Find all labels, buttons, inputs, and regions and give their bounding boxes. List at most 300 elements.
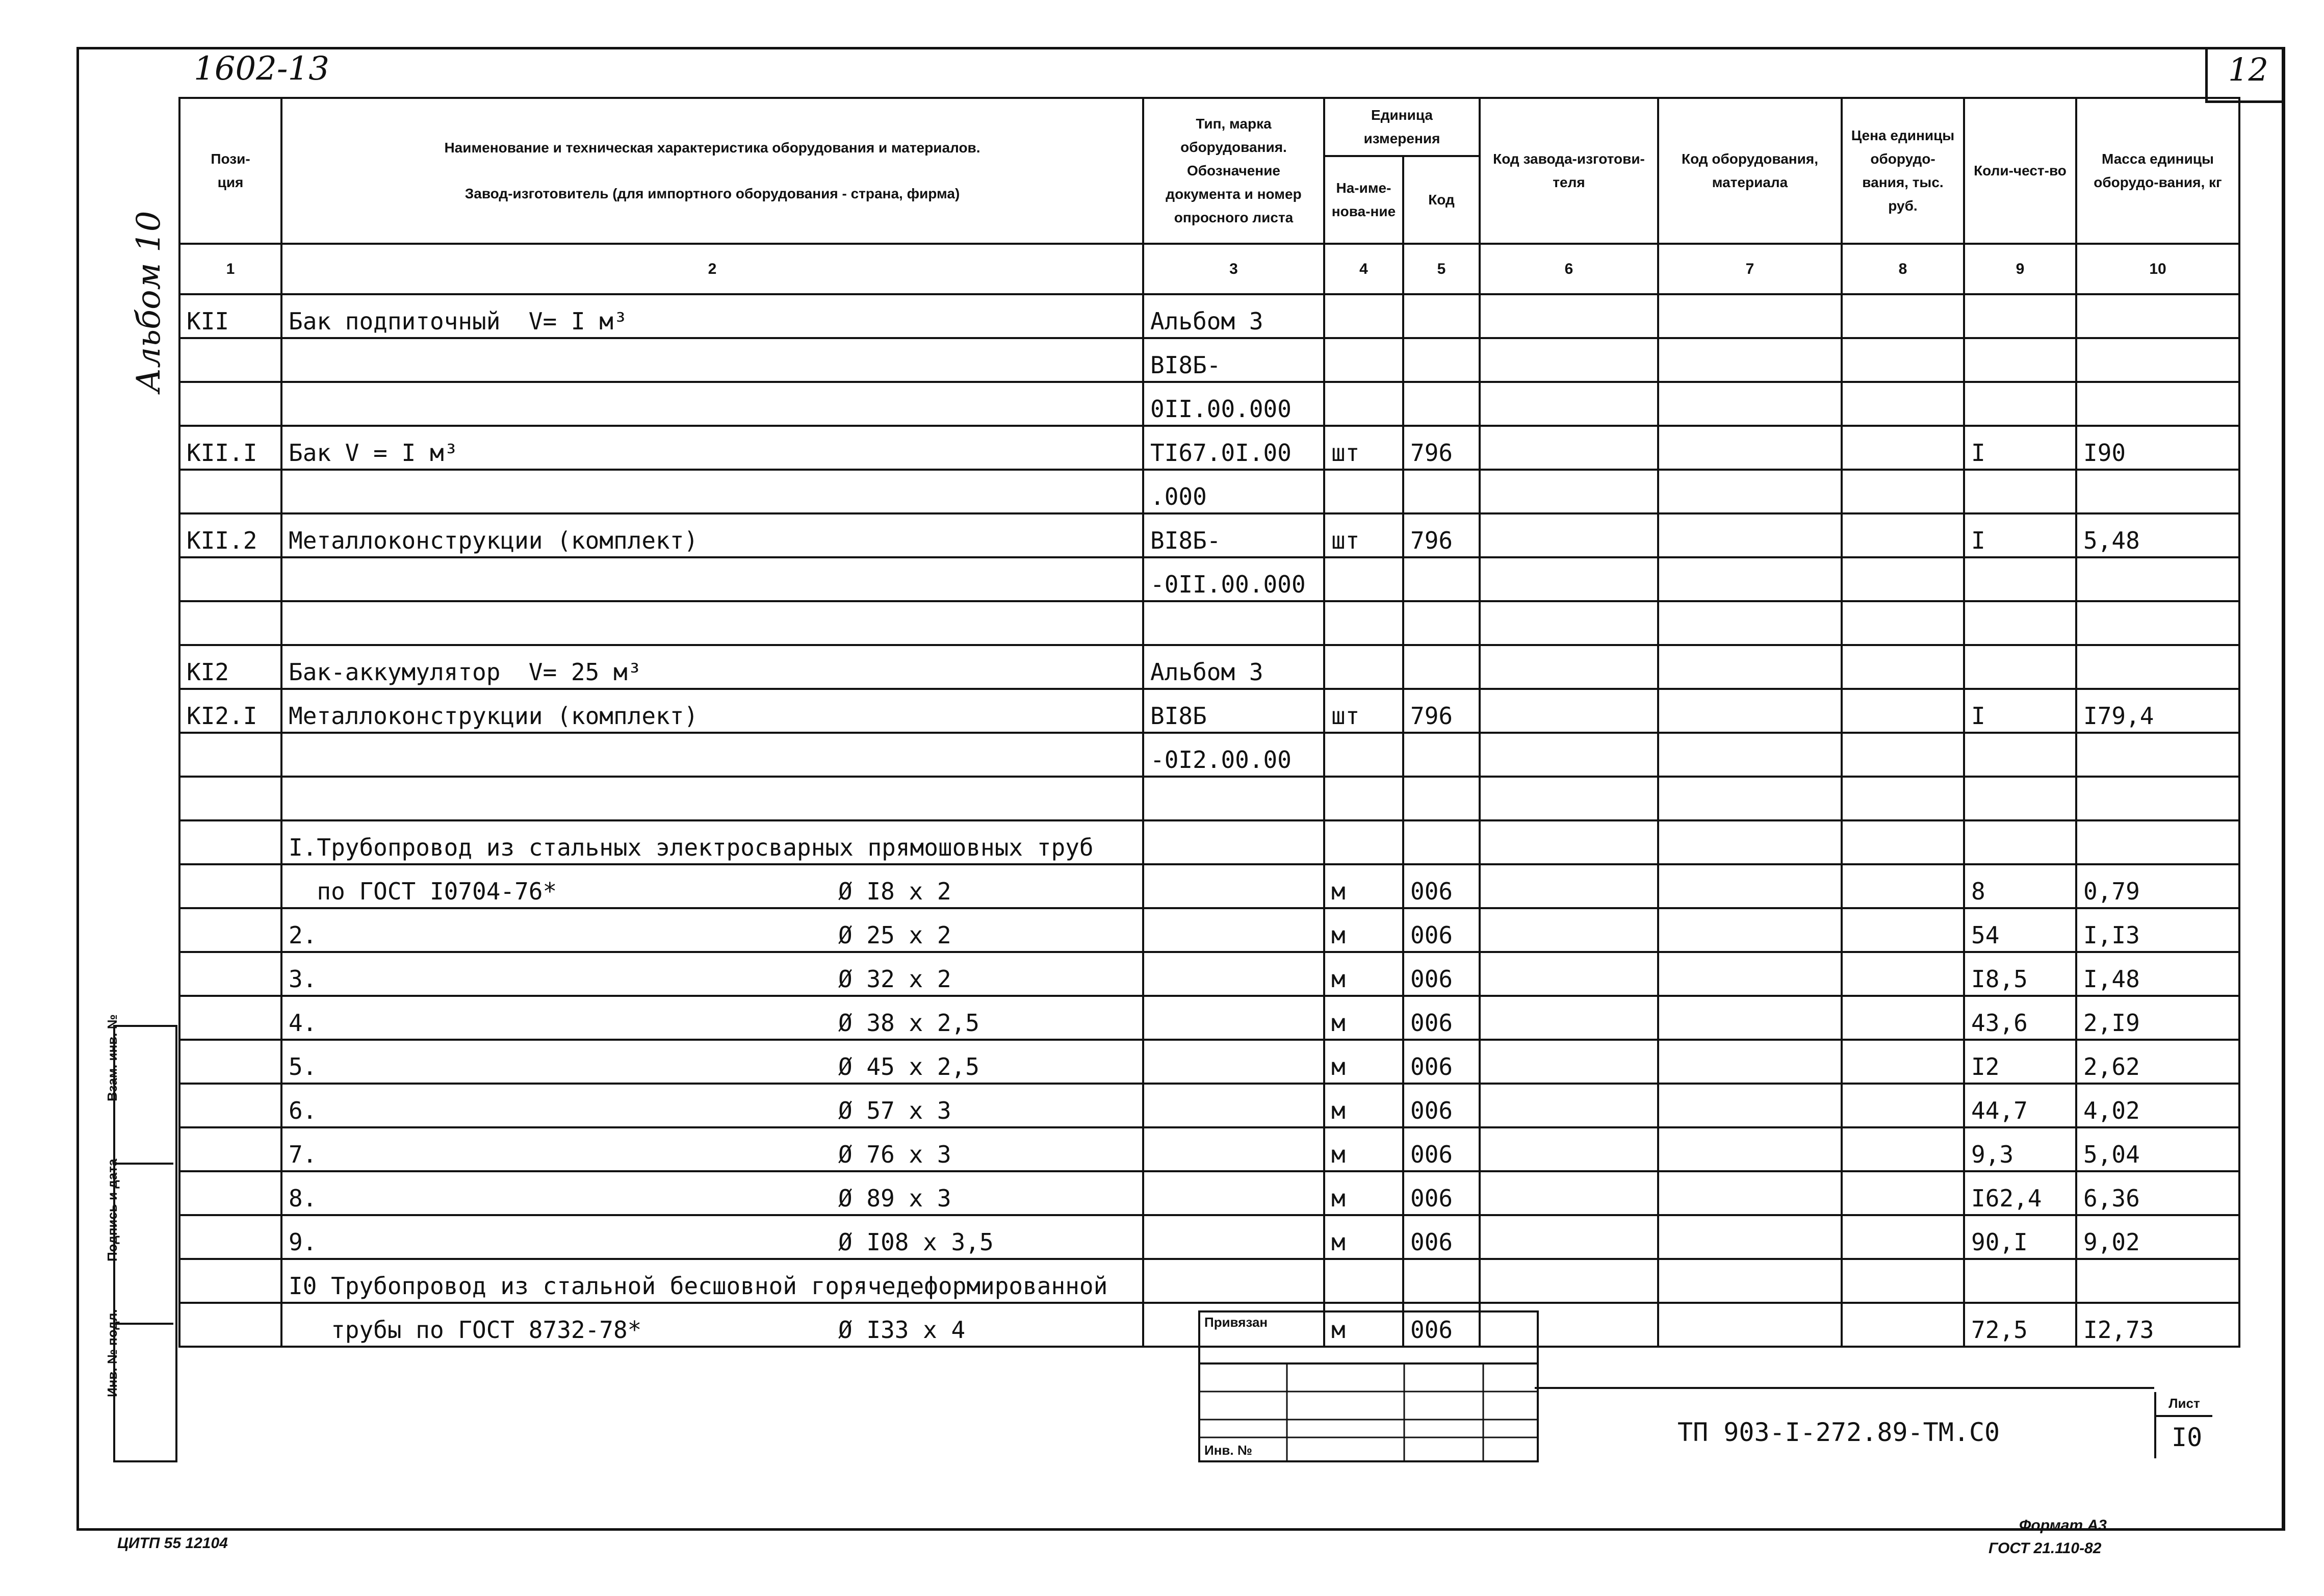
type-value: -0I2.00.00 [1150, 746, 1292, 774]
type-cell [1143, 1127, 1324, 1171]
table-row [179, 1171, 2239, 1215]
price-cell [1842, 996, 1964, 1040]
mass-value: I79,4 [2083, 702, 2154, 730]
pipe-size: Ø I8 x 2 [838, 878, 951, 905]
side-label-replacement: Взам. инв. № [105, 1014, 120, 1101]
unit-code-cell [1403, 470, 1480, 513]
quantity-cell [1964, 1127, 2076, 1171]
position-cell [179, 952, 281, 996]
item-name: Металлоконструкции (комплект) [289, 702, 699, 730]
position-cell [179, 777, 281, 820]
mass-value: 4,02 [2083, 1097, 2140, 1124]
header-unit-name: На-име-нова-ние [1324, 156, 1403, 244]
unit-code-cell [1403, 557, 1480, 601]
table-row [179, 1127, 2239, 1171]
table-row [179, 557, 2239, 601]
type-value: BI8Б [1150, 702, 1207, 730]
type-value: Альбом 3 [1150, 658, 1263, 686]
type-cell [1143, 908, 1324, 952]
name-cell [281, 820, 1143, 864]
quantity-cell [1964, 1215, 2076, 1259]
corner-page-box [2205, 47, 2282, 103]
name-cell [281, 470, 1143, 513]
specification-rows [179, 294, 2239, 1347]
document-number: ТП 903-I-272.89-ТМ.С0 [1677, 1418, 2000, 1447]
table-row [179, 426, 2239, 470]
maker-code-cell [1480, 338, 1658, 382]
handwritten-doc-number: 1602-13 [194, 50, 329, 88]
corner-page-number: 12 [2228, 51, 2268, 88]
type-cell [1143, 513, 1324, 557]
unit-code-cell [1403, 513, 1480, 557]
column-number: 1 [179, 244, 281, 294]
maker-code-cell [1480, 820, 1658, 864]
mass-value: I90 [2083, 439, 2126, 467]
type-value: .000 [1150, 483, 1207, 510]
unit-name-cell [1324, 1259, 1403, 1303]
equipment-code-cell [1658, 777, 1842, 820]
pipe-size: Ø I33 x 4 [838, 1316, 966, 1344]
unit-name-cell [1324, 338, 1403, 382]
price-cell [1842, 382, 1964, 426]
name-cell [281, 908, 1143, 952]
name-cell [281, 777, 1143, 820]
equipment-code-cell [1658, 908, 1842, 952]
pipe-size: Ø 76 x 3 [838, 1141, 951, 1168]
mass-value: I2,73 [2083, 1316, 2154, 1344]
title-block-line [1535, 1387, 2154, 1389]
unit-code-cell [1403, 952, 1480, 996]
side-cell-signature [105, 1159, 173, 1325]
name-cell [281, 1040, 1143, 1084]
mass-cell [2076, 1303, 2239, 1347]
maker-code-cell [1480, 908, 1658, 952]
quantity-cell [1964, 908, 2076, 952]
name-cell [281, 1215, 1143, 1259]
quantity-value: I8,5 [1971, 965, 2028, 993]
unit-code-cell [1403, 820, 1480, 864]
position-value: КI2.I [187, 702, 257, 730]
position-value: КII.I [187, 439, 257, 467]
price-cell [1842, 426, 1964, 470]
unit-name-cell [1324, 513, 1403, 557]
name-cell [281, 294, 1143, 338]
name-cell [281, 864, 1143, 908]
table-row [179, 513, 2239, 557]
unit-name-cell [1324, 908, 1403, 952]
unit-code-value: 796 [1410, 527, 1453, 554]
table-row [179, 294, 2239, 338]
item-name: 9. [289, 1228, 317, 1256]
price-cell [1842, 733, 1964, 777]
unit-name-cell [1324, 952, 1403, 996]
price-cell [1842, 820, 1964, 864]
position-cell [179, 294, 281, 338]
position-cell [179, 513, 281, 557]
quantity-cell [1964, 996, 2076, 1040]
table-row [179, 733, 2239, 777]
name-cell [281, 338, 1143, 382]
unit-name-value: м [1331, 1141, 1346, 1168]
tied-label: Привязан [1204, 1315, 1268, 1330]
header-maker-code: Код завода-изготови-теля [1480, 98, 1658, 244]
position-cell [179, 601, 281, 645]
name-cell [281, 689, 1143, 733]
price-cell [1842, 1303, 1964, 1347]
quantity-cell [1964, 338, 2076, 382]
footer-left-code: ЦИТП 55 12104 [117, 1535, 228, 1552]
table-row [179, 601, 2239, 645]
maker-code-cell [1480, 601, 1658, 645]
price-cell [1842, 1084, 1964, 1127]
quantity-cell [1964, 1171, 2076, 1215]
price-cell [1842, 689, 1964, 733]
equipment-code-cell [1658, 294, 1842, 338]
position-value: КII [187, 307, 229, 335]
maker-code-cell [1480, 777, 1658, 820]
unit-code-cell [1403, 733, 1480, 777]
item-name: 5. [289, 1053, 317, 1080]
position-value: КI2 [187, 658, 229, 686]
unit-code-cell [1403, 338, 1480, 382]
type-cell [1143, 777, 1324, 820]
equipment-code-cell [1658, 996, 1842, 1040]
price-cell [1842, 294, 1964, 338]
pipe-size: Ø 32 x 2 [838, 965, 951, 993]
column-number: 8 [1842, 244, 1964, 294]
unit-code-value: 006 [1410, 1053, 1453, 1080]
price-cell [1842, 908, 1964, 952]
unit-name-value: шт [1331, 439, 1360, 467]
type-cell [1143, 1259, 1324, 1303]
unit-code-value: 006 [1410, 1228, 1453, 1256]
position-cell [179, 557, 281, 601]
item-name: 6. [289, 1097, 317, 1124]
item-name: 2. [289, 921, 317, 949]
header-unit-code: Код [1403, 156, 1480, 244]
price-cell [1842, 601, 1964, 645]
mass-cell [2076, 601, 2239, 645]
equipment-code-cell [1658, 1084, 1842, 1127]
column-number: 2 [281, 244, 1143, 294]
unit-code-value: 006 [1410, 1316, 1453, 1344]
position-cell [179, 1259, 281, 1303]
quantity-cell [1964, 777, 2076, 820]
unit-code-cell [1403, 1040, 1480, 1084]
quantity-value: I2 [1971, 1053, 2000, 1080]
table-row [179, 820, 2239, 864]
name-cell [281, 645, 1143, 689]
maker-code-cell [1480, 382, 1658, 426]
quantity-cell [1964, 382, 2076, 426]
maker-code-cell [1480, 733, 1658, 777]
position-cell [179, 470, 281, 513]
maker-code-cell [1480, 294, 1658, 338]
quantity-value: 8 [1971, 878, 1985, 905]
equipment-code-cell [1658, 513, 1842, 557]
name-cell [281, 996, 1143, 1040]
price-cell [1842, 777, 1964, 820]
header-mass: Масса единицы оборудо-вания, кг [2076, 98, 2239, 244]
type-cell [1143, 1171, 1324, 1215]
type-value: TI67.0I.00 [1150, 439, 1292, 467]
mass-value: 9,02 [2083, 1228, 2140, 1256]
sheet-label: Лист [2156, 1392, 2212, 1417]
unit-code-value: 006 [1410, 965, 1453, 993]
maker-code-cell [1480, 952, 1658, 996]
column-number: 7 [1658, 244, 1842, 294]
equipment-code-cell [1658, 338, 1842, 382]
quantity-cell [1964, 601, 2076, 645]
item-name: I.Трубопровод из стальных электросварных прямошовных труб [289, 834, 1094, 861]
type-cell [1143, 820, 1324, 864]
mass-cell [2076, 1259, 2239, 1303]
item-name: 4. [289, 1009, 317, 1037]
position-value: КII.2 [187, 527, 257, 554]
price-cell [1842, 1040, 1964, 1084]
quantity-cell [1964, 1259, 2076, 1303]
side-stamp-strip [105, 1014, 177, 1462]
column-number: 6 [1480, 244, 1658, 294]
mass-cell [2076, 689, 2239, 733]
position-cell [179, 1303, 281, 1347]
quantity-value: 44,7 [1971, 1097, 2028, 1124]
price-cell [1842, 1215, 1964, 1259]
name-cell [281, 601, 1143, 645]
mass-value: 0,79 [2083, 878, 2140, 905]
mass-cell [2076, 733, 2239, 777]
unit-name-value: шт [1331, 702, 1360, 730]
maker-code-cell [1480, 513, 1658, 557]
table-row [179, 952, 2239, 996]
item-name: 8. [289, 1185, 317, 1212]
mass-value: 2,I9 [2083, 1009, 2140, 1037]
table-row [179, 1084, 2239, 1127]
equipment-code-cell [1658, 426, 1842, 470]
unit-name-cell [1324, 294, 1403, 338]
price-cell [1842, 1171, 1964, 1215]
quantity-cell [1964, 513, 2076, 557]
price-cell [1842, 645, 1964, 689]
price-cell [1842, 470, 1964, 513]
type-cell [1143, 601, 1324, 645]
unit-code-cell [1403, 1127, 1480, 1171]
position-cell [179, 820, 281, 864]
unit-name-value: шт [1331, 527, 1360, 554]
price-cell [1842, 952, 1964, 996]
type-cell [1143, 864, 1324, 908]
equipment-code-cell [1658, 689, 1842, 733]
maker-code-cell [1480, 1259, 1658, 1303]
name-cell [281, 557, 1143, 601]
unit-code-value: 006 [1410, 921, 1453, 949]
unit-code-cell [1403, 294, 1480, 338]
table-row [179, 382, 2239, 426]
quantity-cell [1964, 470, 2076, 513]
unit-code-cell [1403, 1259, 1480, 1303]
name-cell [281, 382, 1143, 426]
item-name: Бак подпиточный V= I м³ [289, 307, 628, 335]
footer-gost: ГОСТ 21.110-82 [1989, 1540, 2102, 1557]
sheet-box [2154, 1392, 2212, 1458]
mass-cell [2076, 1127, 2239, 1171]
mass-cell [2076, 1084, 2239, 1127]
price-cell [1842, 513, 1964, 557]
unit-name-cell [1324, 601, 1403, 645]
name-cell [281, 1259, 1143, 1303]
position-cell [179, 733, 281, 777]
mass-cell [2076, 382, 2239, 426]
unit-code-cell [1403, 645, 1480, 689]
unit-code-cell [1403, 601, 1480, 645]
item-name: 7. [289, 1141, 317, 1168]
table-row [179, 1259, 2239, 1303]
type-cell [1143, 1215, 1324, 1259]
type-cell [1143, 382, 1324, 426]
quantity-cell [1964, 1040, 2076, 1084]
unit-name-value: м [1331, 1228, 1346, 1256]
mass-cell [2076, 426, 2239, 470]
quantity-value: I62,4 [1971, 1185, 2042, 1212]
unit-code-cell [1403, 777, 1480, 820]
price-cell [1842, 1259, 1964, 1303]
equipment-code-cell [1658, 557, 1842, 601]
quantity-cell [1964, 820, 2076, 864]
type-value: -0II.00.000 [1150, 571, 1306, 598]
mass-cell [2076, 1215, 2239, 1259]
quantity-cell [1964, 294, 2076, 338]
equipment-code-cell [1658, 952, 1842, 996]
equipment-code-cell [1658, 1040, 1842, 1084]
equipment-code-cell [1658, 1127, 1842, 1171]
maker-code-cell [1480, 1127, 1658, 1171]
quantity-cell [1964, 733, 2076, 777]
quantity-value: 54 [1971, 921, 2000, 949]
table-row [179, 338, 2239, 382]
name-cell [281, 1127, 1143, 1171]
side-cell-original [105, 1309, 173, 1458]
mass-value: I,48 [2083, 965, 2140, 993]
quantity-value: I [1971, 439, 1985, 467]
maker-code-cell [1480, 557, 1658, 601]
unit-name-cell [1324, 470, 1403, 513]
header-quantity: Коли-чест-во [1964, 98, 2076, 244]
mass-cell [2076, 1171, 2239, 1215]
table-row [179, 996, 2239, 1040]
position-cell [179, 382, 281, 426]
mass-cell [2076, 777, 2239, 820]
type-value: 0II.00.000 [1150, 395, 1292, 423]
quantity-value: I [1971, 527, 1985, 554]
mass-cell [2076, 557, 2239, 601]
unit-code-cell [1403, 864, 1480, 908]
column-number: 9 [1964, 244, 2076, 294]
type-cell [1143, 733, 1324, 777]
maker-code-cell [1480, 1215, 1658, 1259]
name-cell [281, 426, 1143, 470]
header-price: Цена единицы оборудо-вания, тыс. руб. [1842, 98, 1964, 244]
equipment-code-cell [1658, 820, 1842, 864]
name-cell [281, 1303, 1143, 1347]
equipment-code-cell [1658, 382, 1842, 426]
stamp-grid [1200, 1312, 1537, 1460]
mass-cell [2076, 820, 2239, 864]
position-cell [179, 1084, 281, 1127]
unit-code-cell [1403, 426, 1480, 470]
unit-name-cell [1324, 645, 1403, 689]
position-cell [179, 426, 281, 470]
maker-code-cell [1480, 426, 1658, 470]
price-cell [1842, 338, 1964, 382]
mass-value: 6,36 [2083, 1185, 2140, 1212]
type-cell [1143, 689, 1324, 733]
header-unit-group: Единица измерения [1324, 98, 1480, 156]
sheet-value: I0 [2172, 1423, 2203, 1452]
name-cell [281, 952, 1143, 996]
side-cell-replacement [105, 1014, 173, 1165]
unit-name-value: м [1331, 1185, 1346, 1212]
pipe-size: Ø 45 x 2,5 [838, 1053, 979, 1080]
unit-code-cell [1403, 996, 1480, 1040]
position-cell [179, 645, 281, 689]
quantity-cell [1964, 1084, 2076, 1127]
unit-name-cell [1324, 426, 1403, 470]
type-value: BI8Б- [1150, 527, 1221, 554]
maker-code-cell [1480, 470, 1658, 513]
position-cell [179, 1127, 281, 1171]
pipe-size: Ø I08 x 3,5 [838, 1228, 994, 1256]
column-numbers-row [179, 244, 2239, 294]
header-equipment-code: Код оборудования, материала [1658, 98, 1842, 244]
pipe-size: Ø 89 x 3 [838, 1185, 951, 1212]
side-label-signature: Подпись и дата [105, 1159, 120, 1262]
unit-name-cell [1324, 1127, 1403, 1171]
unit-code-value: 006 [1410, 1141, 1453, 1168]
position-cell [179, 908, 281, 952]
item-name: Металлоконструкции (комплект) [289, 527, 699, 554]
table-row [179, 470, 2239, 513]
header-name: Наименование и техническая характеристика оборудования и материалов. Завод-изготовитель (для импортного оборудования - страна, фирма) [281, 98, 1143, 244]
equipment-code-cell [1658, 733, 1842, 777]
unit-name-value: м [1331, 921, 1346, 949]
unit-code-cell [1403, 689, 1480, 733]
unit-name-cell [1324, 1084, 1403, 1127]
column-number: 10 [2076, 244, 2239, 294]
equipment-code-cell [1658, 601, 1842, 645]
unit-name-cell [1324, 1040, 1403, 1084]
equipment-code-cell [1658, 1215, 1842, 1259]
mass-cell [2076, 952, 2239, 996]
type-value: Альбом 3 [1150, 307, 1263, 335]
maker-code-cell [1480, 689, 1658, 733]
side-label-original: Инв. № подл. [105, 1309, 120, 1397]
maker-code-cell [1480, 1171, 1658, 1215]
table-row [179, 864, 2239, 908]
header-type: Тип, марка оборудования. Обозначение документа и номер опросного листа [1143, 98, 1324, 244]
unit-code-value: 006 [1410, 1009, 1453, 1037]
type-cell [1143, 952, 1324, 996]
item-name: Бак-аккумулятор V= 25 м³ [289, 658, 642, 686]
pipe-size: Ø 25 x 2 [838, 921, 951, 949]
position-cell [179, 689, 281, 733]
unit-code-value: 006 [1410, 1185, 1453, 1212]
quantity-cell [1964, 557, 2076, 601]
mass-value: 5,04 [2083, 1141, 2140, 1168]
quantity-cell [1964, 864, 2076, 908]
unit-code-value: 796 [1410, 439, 1453, 467]
type-value: BI8Б- [1150, 351, 1221, 379]
name-cell [281, 1084, 1143, 1127]
